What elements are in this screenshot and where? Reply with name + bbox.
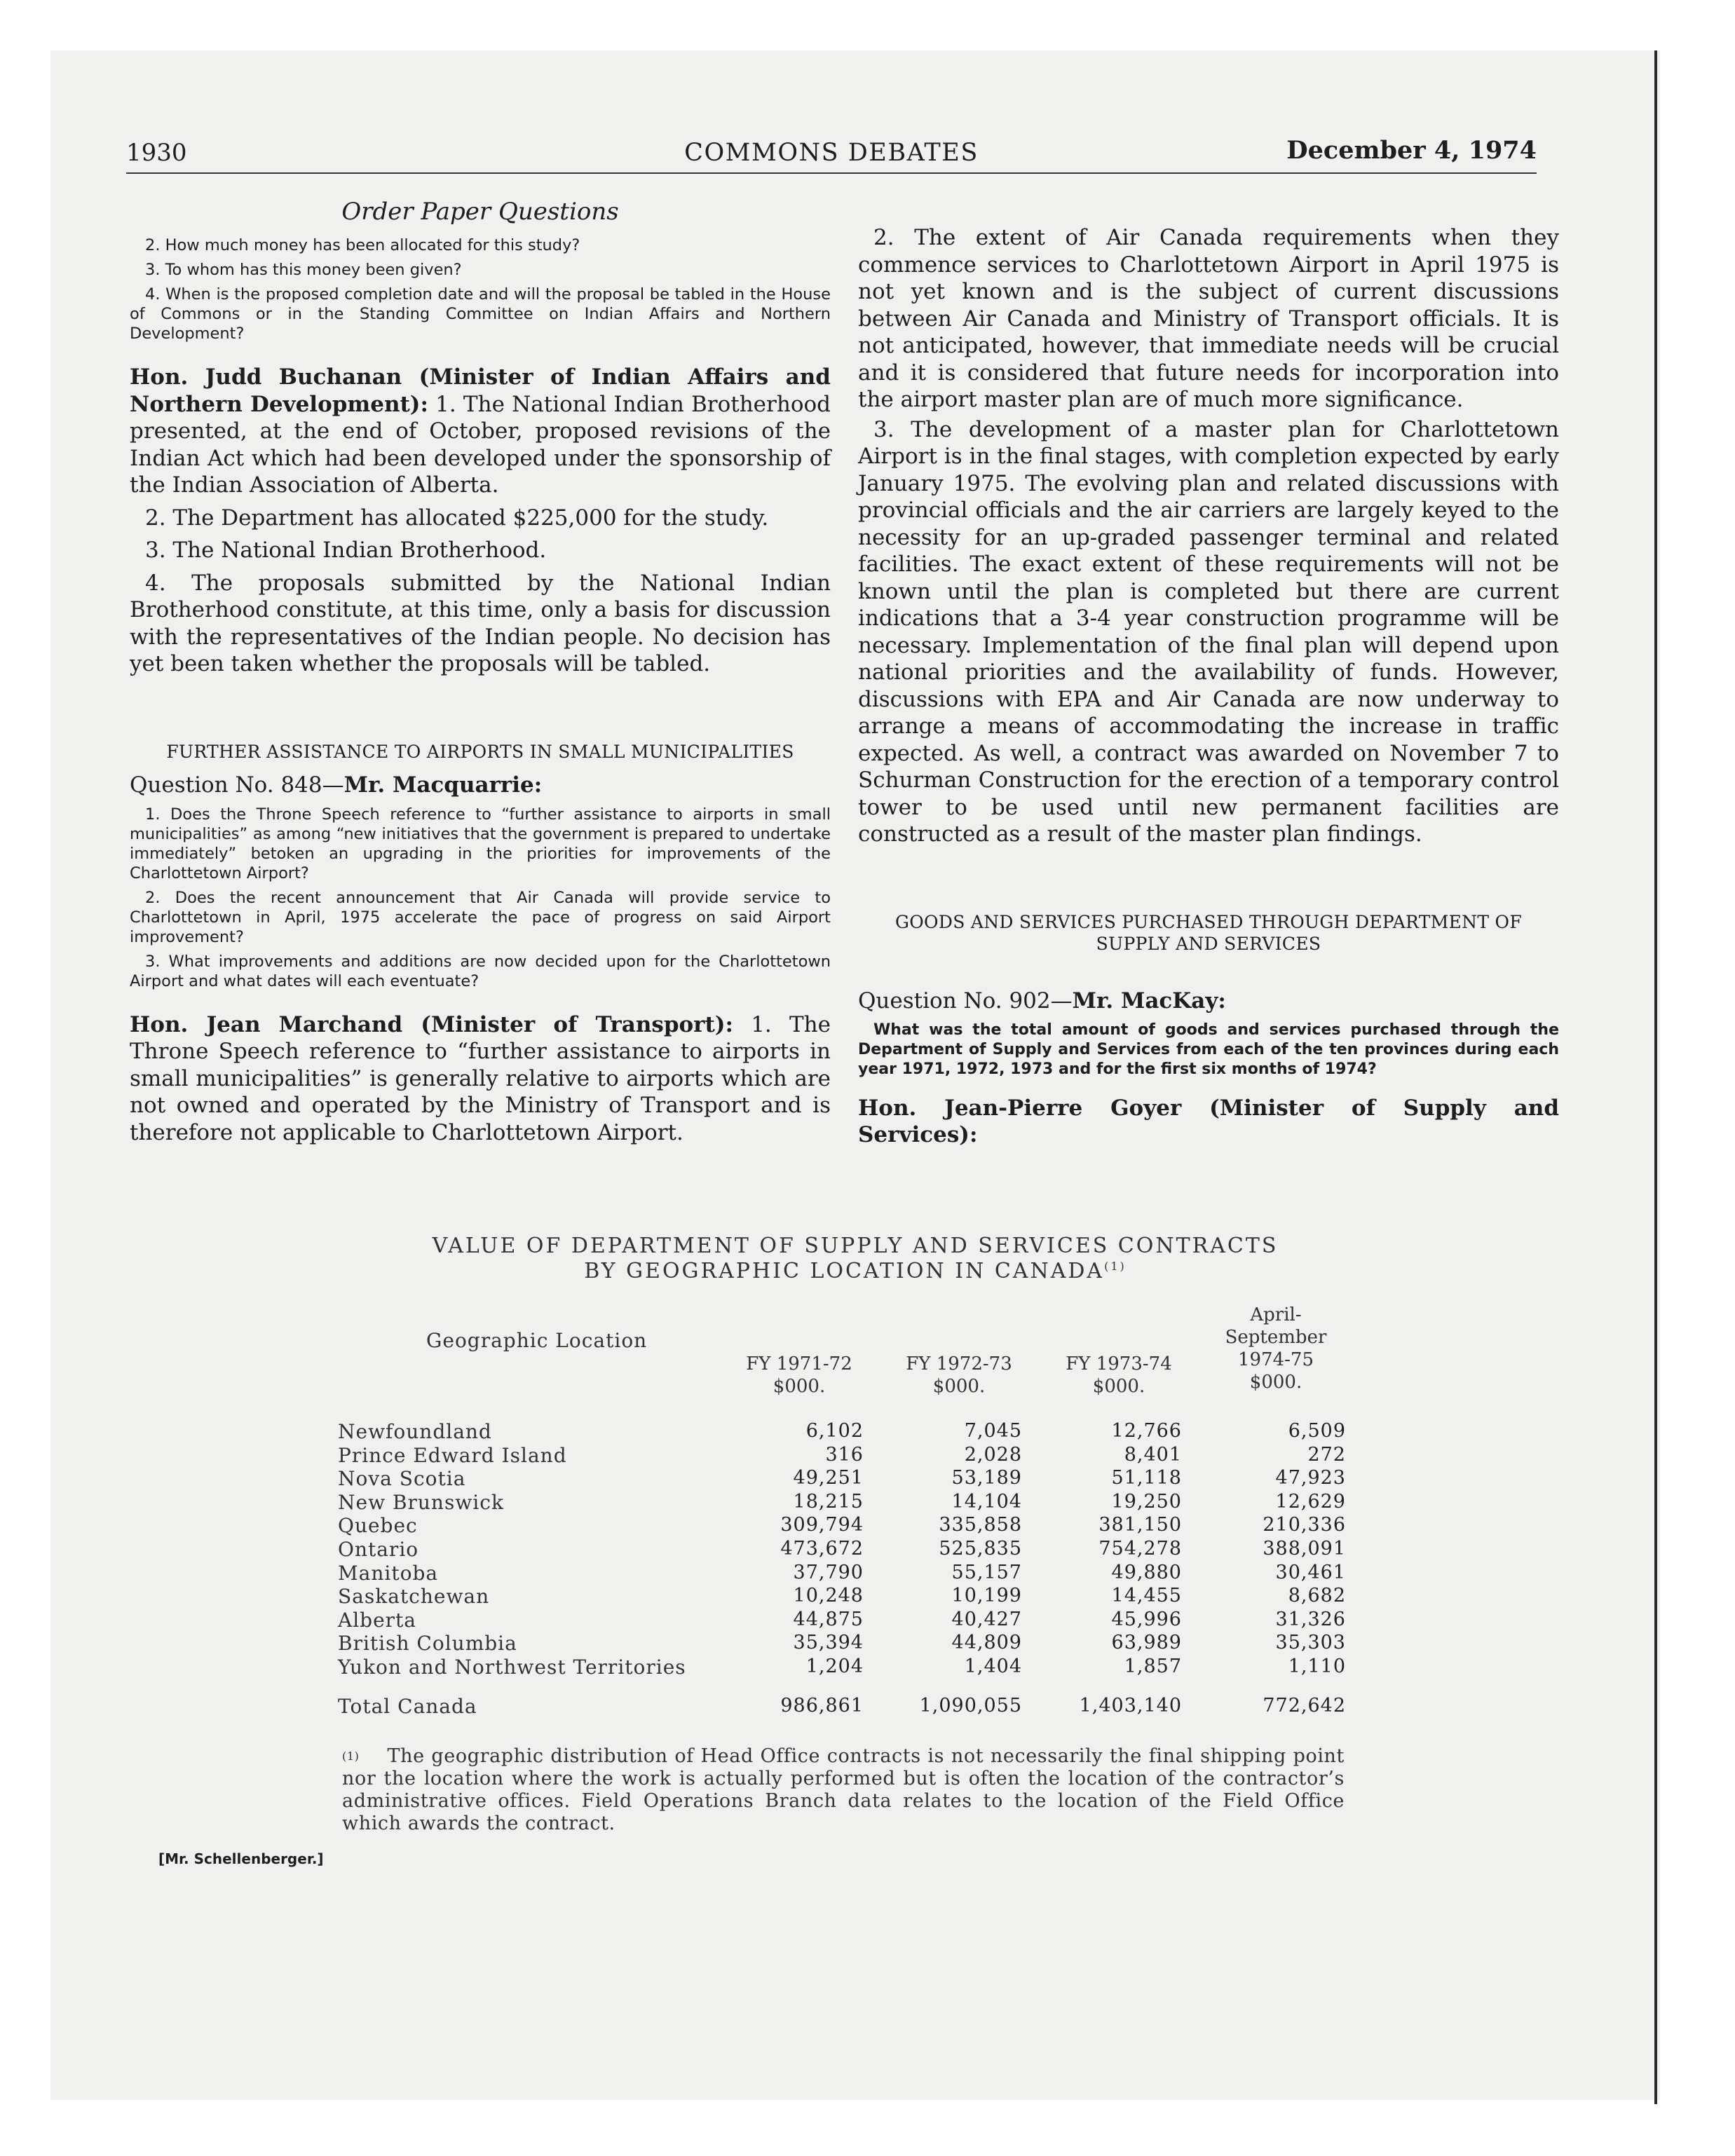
- speaker-name: Hon. Jean-Pierre Goyer (Minister of Supply and Services):: [858, 1095, 1559, 1147]
- page-header: [126, 137, 1537, 174]
- answer-paragraph: 2. The extent of Air Canada requirements when they commence services to Charlottetown Airport in April 1975 is not yet known and is the subject of current discussions between Air Canada and Ministry of Transport officials. It is not anticipated, however, that immediate needs will be crucial and it is considered that future needs for incorporation into the airport master plan are of much more significance.: [858, 225, 1559, 412]
- table-cell: 1,204: [805, 1656, 864, 1677]
- table-row-label: Quebec: [338, 1514, 418, 1538]
- table-cell: 45,996: [1111, 1608, 1182, 1630]
- table-cell: 210,336: [1263, 1514, 1346, 1536]
- table-cell: 10,199: [951, 1585, 1022, 1607]
- column-header-unit: $000.: [1092, 1376, 1145, 1397]
- left-column: [130, 198, 831, 1146]
- answer-paragraph: 3. The development of a master plan for Charlottetown Airport is in the final stages, with completion expected by early January 1975. The evolving plan and related discussions with provincial officials and the air carriers are largely keyed to the necessity for an up-graded passenger terminal and related facilities. The exact extent of these requirements will not be known until the plan is completed but there are current indications that a 3-4 year construction programme will be necessary. Implementation of the final plan will depend upon national priorities and the availability of funds. However, discussions with EPA and Air Canada are now underway to arrange a means of accommodating the increase in traffic expected. As well, a contract was awarded on November 7 to Schurman Construction for the erection of a temporary control tower to be used until new permanent facilities are constructed as a result of the master plan findings.: [858, 416, 1559, 847]
- question-item: 1. Does the Throne Speech reference to “further assistance to airports in small municipalities” as among “new initiatives that the government is prepared to undertake immediately” betoken an upgrading in the priorities for improvements of the Charlottetown Airport?: [130, 805, 831, 882]
- speaker-attribution: [Mr. Schellenberger.]: [158, 1850, 324, 1867]
- column-header-year: FY 1972-73: [906, 1353, 1012, 1374]
- table-title: VALUE OF DEPARTMENT OF SUPPLY AND SERVICES CONTRACTS: [432, 1234, 1279, 1258]
- question-item: 3. What improvements and additions are now decided upon for the Charlottetown Airport and what dates will each eventuate?: [130, 952, 831, 990]
- table-cell: 10,248: [793, 1585, 864, 1607]
- answer-text: 1. The Throne Speech reference to “further assistance to airports in small municipalities” is generally relative to airports which are not owned and operated by the Ministry of Transport and is therefore not applicable to Charlottetown Airport.: [130, 1011, 831, 1145]
- question-number-label: Question No. 902—: [858, 988, 1073, 1014]
- table-cell: 6,102: [805, 1420, 864, 1442]
- column-header-period: September: [1225, 1327, 1327, 1348]
- table-cell: 37,790: [793, 1561, 864, 1583]
- table-cell: 35,303: [1275, 1632, 1346, 1654]
- table-cell: 53,189: [951, 1467, 1022, 1489]
- table-cell: 14,455: [1111, 1585, 1182, 1607]
- table-cell: 388,091: [1263, 1538, 1346, 1560]
- member-name: Mr. MacKay:: [1072, 988, 1226, 1014]
- table-row-label: Prince Edward Island: [338, 1443, 567, 1467]
- answer-paragraph: 3. The National Indian Brotherhood.: [145, 538, 547, 563]
- table-cell: 316: [825, 1443, 864, 1466]
- table-row-label: Alberta: [338, 1608, 416, 1632]
- table-footnote: [342, 1745, 1345, 1835]
- table-cell: 44,809: [951, 1632, 1022, 1654]
- table-cell: 49,251: [793, 1467, 864, 1489]
- speaker-name: Hon. Jean Marchand (Minister of Transport):: [130, 1011, 733, 1037]
- table-cell: 473,672: [780, 1538, 864, 1560]
- answer-paragraph: [130, 364, 831, 499]
- column-header-year: FY 1973-74: [1066, 1353, 1172, 1374]
- footnote-reference: (1): [1104, 1260, 1127, 1273]
- table-title-text: BY GEOGRAPHIC LOCATION IN CANADA: [584, 1259, 1105, 1283]
- question-item: 2. How much money has been allocated for this study?: [145, 236, 580, 254]
- table-cell: 30,461: [1275, 1561, 1346, 1583]
- table-cell: 31,326: [1275, 1608, 1346, 1630]
- table-cell: 18,215: [793, 1490, 864, 1513]
- total-row-label: Total Canada: [338, 1695, 477, 1718]
- column-header-year: 1974-75: [1237, 1349, 1314, 1370]
- column-header: [889, 1353, 1029, 1398]
- table-row-label: Nova Scotia: [338, 1467, 466, 1491]
- question-number-label: Question No. 848—: [130, 772, 344, 798]
- page-number: 1930: [126, 139, 187, 167]
- table-cell: 55,157: [951, 1561, 1022, 1583]
- column-header-period: April-: [1250, 1304, 1302, 1325]
- table-cell: 40,427: [951, 1608, 1022, 1630]
- right-column: [858, 224, 1559, 1149]
- page-edge: [1654, 50, 1657, 2104]
- table-cell: 49,880: [1111, 1561, 1182, 1583]
- question-item: What was the total amount of goods and services purchased through the Department of Supply and Services from each of the ten provinces during each year 1971, 1972, 1973 and for the first six months of 1974?: [858, 1021, 1559, 1078]
- table-cell: 8,682: [1288, 1585, 1346, 1607]
- total-cell: 772,642: [1263, 1695, 1346, 1717]
- member-name: Mr. Macquarrie:: [343, 772, 543, 798]
- answer-paragraph: [130, 1011, 831, 1147]
- table-row-label: New Brunswick: [338, 1490, 504, 1514]
- table-cell: 8,401: [1124, 1443, 1182, 1466]
- question-item: 2. Does the recent announcement that Air Canada will provide service to Charlottetown in April, 1975 accelerate the pace of progress on said Airport improvement?: [130, 888, 831, 946]
- table-cell: 35,394: [793, 1632, 864, 1654]
- table-cell: 47,923: [1275, 1467, 1346, 1489]
- table-cell: 19,250: [1111, 1490, 1182, 1513]
- table-cell: 525,835: [939, 1538, 1022, 1560]
- column-header: [1206, 1304, 1346, 1393]
- column-header-unit: $000.: [1249, 1372, 1302, 1393]
- total-cell: 1,403,140: [1079, 1695, 1182, 1717]
- column-header: [729, 1353, 869, 1398]
- footnote-mark: (1): [342, 1749, 360, 1763]
- table-row-label: Saskatchewan: [338, 1585, 490, 1609]
- column-header: [1049, 1353, 1189, 1398]
- section-label: Order Paper Questions: [341, 198, 619, 226]
- running-title: COMMONS DEBATES: [684, 139, 979, 167]
- total-cell: 986,861: [780, 1695, 864, 1717]
- table-row-label: British Columbia: [338, 1632, 517, 1656]
- answer-paragraph: 4. The proposals submitted by the National Indian Brotherhood constitute, at this time, only a basis for discussion with the representatives of the Indian people. No decision has yet been taken whether the proposals will be tabled.: [130, 570, 831, 676]
- question-number: [130, 772, 831, 798]
- table-cell: 272: [1307, 1443, 1346, 1466]
- footnote-text: The geographic distribution of Head Office contracts is not necessarily the final shipping point nor the location where the work is actually performed but is often the location of the contractor’s administrative offices. Field Operations Branch data relates to the location of the Field Office which awards the contract.: [342, 1745, 1345, 1834]
- table-cell: 14,104: [951, 1490, 1022, 1513]
- question-item: 4. When is the proposed completion date and will the proposal be tabled in the House of Commons or in the Standing Committee on Indian Affairs and Northern Development?: [130, 285, 831, 343]
- answer-text: 1. The National Indian Brotherhood presented, at the end of October, proposed revisions of the Indian Act which had been developed under the sponsorship of the Indian Association of Alberta.: [130, 391, 831, 498]
- location-column-header: Geographic Location: [426, 1329, 648, 1352]
- question-number: [858, 988, 1559, 1014]
- table-row-label: Newfoundland: [338, 1420, 492, 1443]
- column-header-unit: $000.: [773, 1376, 826, 1397]
- question-item: 3. To whom has this money been given?: [145, 261, 462, 279]
- table-cell: 12,629: [1275, 1490, 1346, 1513]
- table-cell: 12,766: [1111, 1420, 1182, 1442]
- table-cell: 754,278: [1098, 1538, 1182, 1560]
- answer-paragraph: 2. The Department has allocated $225,000 for the study.: [145, 505, 769, 531]
- table-row-label: Ontario: [338, 1538, 419, 1561]
- table-row-label: Yukon and Northwest Territories: [338, 1656, 686, 1679]
- section-heading: FURTHER ASSISTANCE TO AIRPORTS IN SMALL MUNICIPALITIES: [166, 741, 794, 762]
- table-cell: 7,045: [964, 1420, 1022, 1442]
- table-cell: 2,028: [964, 1443, 1022, 1466]
- table-title-line2: [280, 1259, 1430, 1283]
- column-header-year: FY 1971-72: [746, 1353, 852, 1374]
- table-cell: 335,858: [939, 1514, 1022, 1536]
- table-cell: 309,794: [780, 1514, 864, 1536]
- table-cell: 6,509: [1288, 1420, 1346, 1442]
- issue-date: December 4, 1974: [1286, 136, 1537, 165]
- table-cell: 1,404: [964, 1656, 1022, 1677]
- table-cell: 1,110: [1288, 1656, 1346, 1677]
- column-header-unit: $000.: [932, 1376, 986, 1397]
- table-cell: 1,857: [1124, 1656, 1182, 1677]
- table-row-label: Manitoba: [338, 1561, 439, 1585]
- section-heading: GOODS AND SERVICES PURCHASED THROUGH DEPARTMENT OF SUPPLY AND SERVICES: [894, 911, 1522, 954]
- table-cell: 44,875: [793, 1608, 864, 1630]
- table-cell: 63,989: [1111, 1632, 1182, 1654]
- table-cell: 381,150: [1098, 1514, 1182, 1536]
- table-cell: 51,118: [1111, 1467, 1182, 1489]
- total-cell: 1,090,055: [919, 1695, 1022, 1717]
- speaker-name: Hon. Judd Buchanan (Minister of Indian Affairs and Northern Development):: [130, 364, 831, 417]
